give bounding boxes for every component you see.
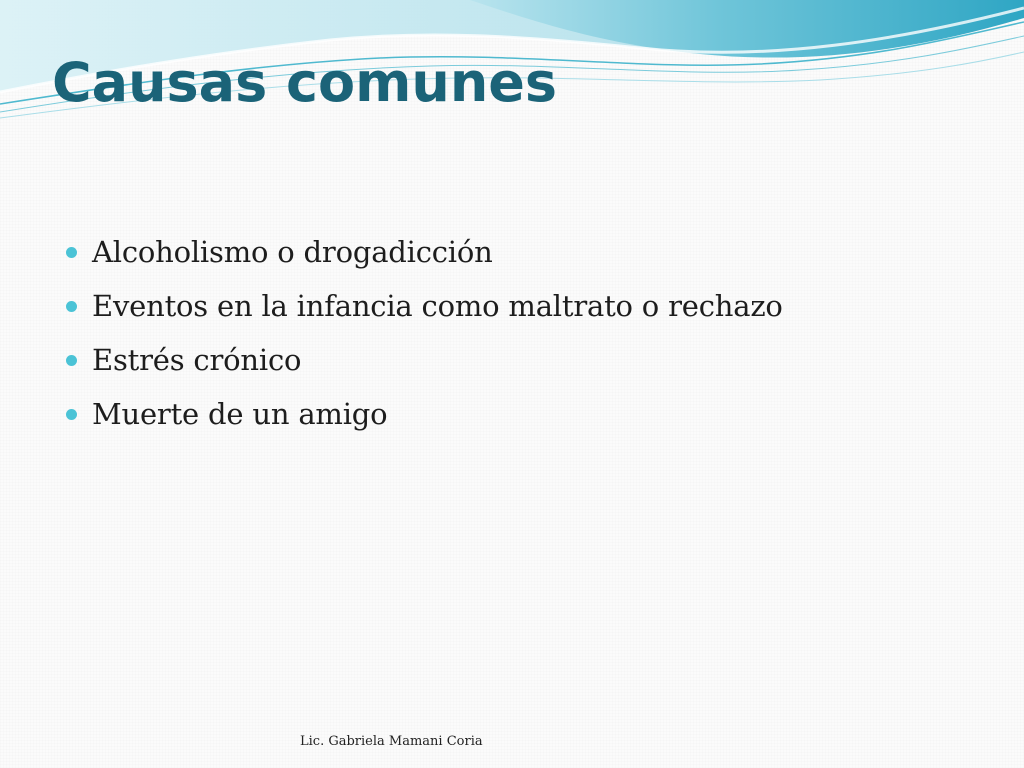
- bullet-dot-icon: [66, 247, 77, 258]
- bullet-list: [66, 225, 783, 441]
- bullet-dot-icon: [66, 301, 77, 312]
- bullet-text: Eventos en la infancia como maltrato o rechazo: [92, 289, 783, 323]
- bullet-item: [66, 225, 783, 279]
- bullet-item: [66, 333, 783, 387]
- bullet-item: [66, 387, 783, 441]
- bullet-text: Muerte de un amigo: [92, 397, 388, 431]
- slide-title: Causas comunes: [52, 51, 558, 114]
- bullet-text: Alcoholismo o drogadicción: [92, 235, 493, 269]
- bullet-dot-icon: [66, 355, 77, 366]
- bullet-dot-icon: [66, 409, 77, 420]
- bullet-text: Estrés crónico: [92, 343, 302, 377]
- footer-author: Lic. Gabriela Mamani Coria: [300, 734, 483, 749]
- bullet-item: [66, 279, 783, 333]
